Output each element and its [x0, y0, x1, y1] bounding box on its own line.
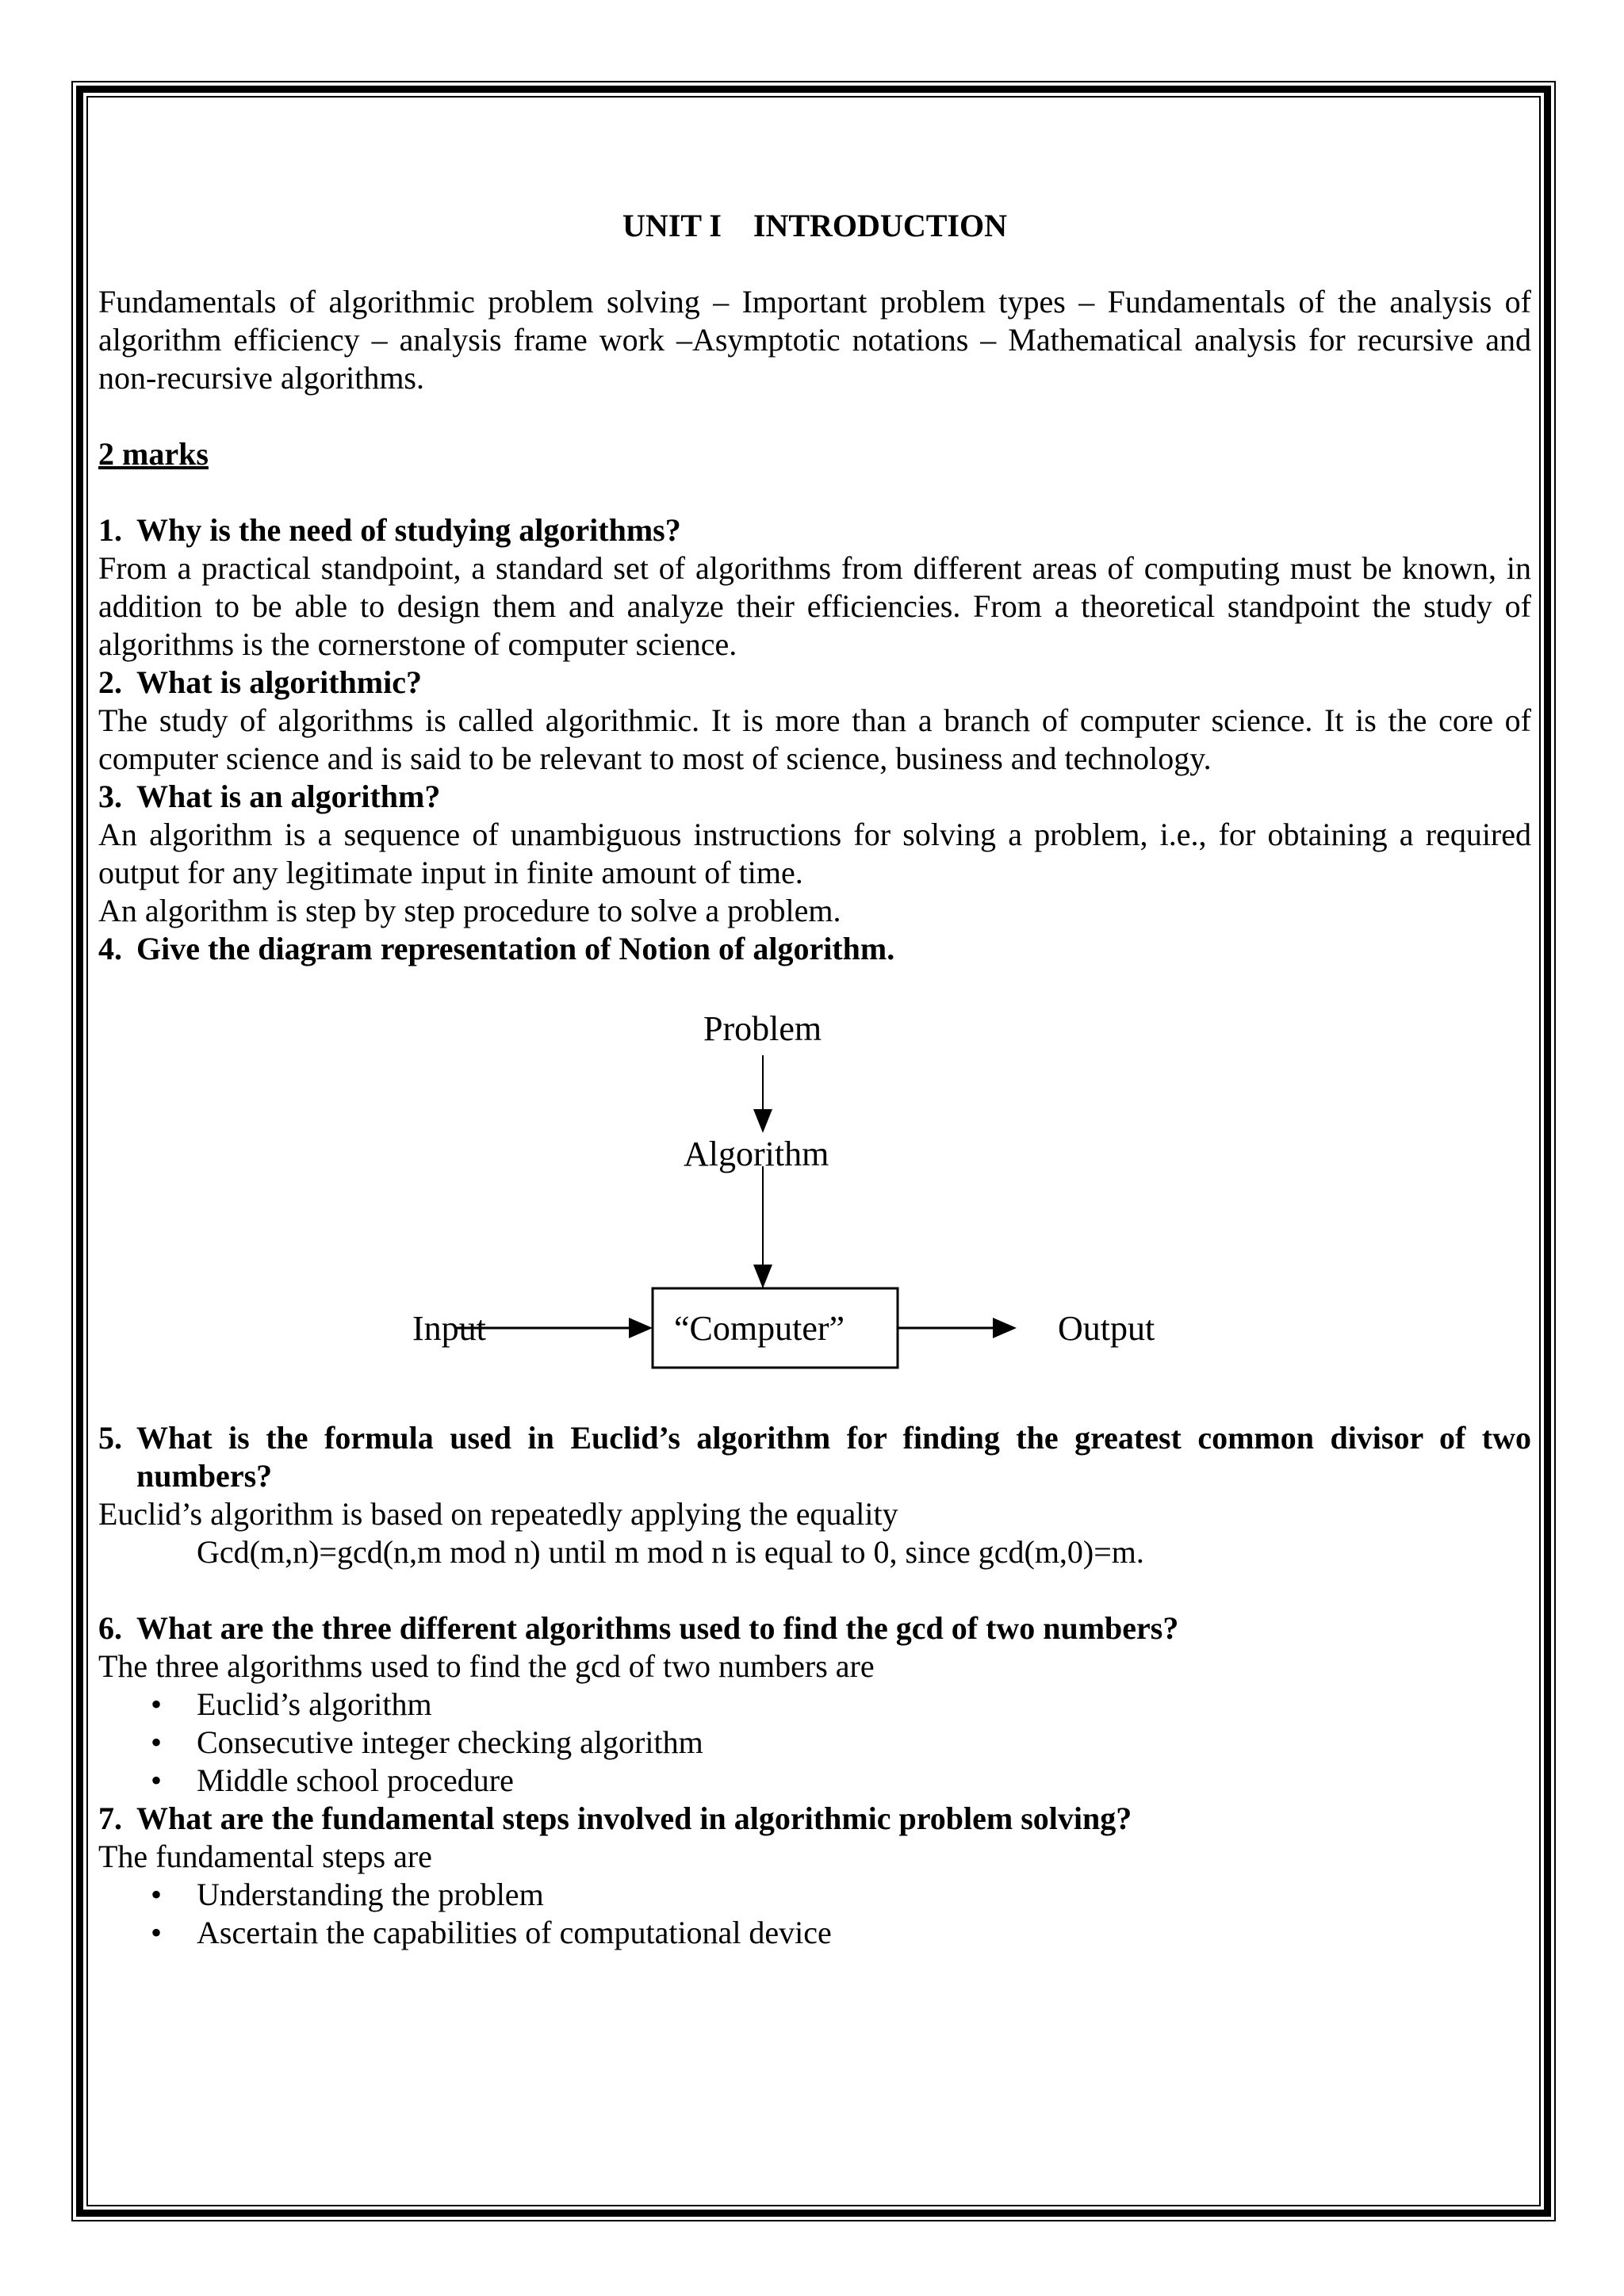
section-label: 2 marks: [98, 436, 209, 472]
arrowhead: [753, 1265, 772, 1288]
question-text: What is an algorithm?: [136, 779, 441, 814]
gcd-algorithms-list: [98, 1686, 1531, 1800]
answer-3a: An algorithm is a sequence of unambiguous instructions for solving a problem, i.e., for obtaining a required output for any legitimate input in finite amount of time.: [98, 817, 1531, 890]
diagram-label-problem: Problem: [703, 1009, 822, 1048]
document-body: [98, 207, 1531, 1952]
question-number: 1.: [98, 512, 122, 548]
question-text: What is algorithmic?: [136, 664, 422, 700]
answer-1: From a practical standpoint, a standard set of algorithms from different areas of computing must be known, in addition to be able to design them and analyze their efficiencies. From a theoretical standpoint the study of algorithms is the cornerstone of computer science.: [98, 550, 1531, 662]
list-item: [98, 1876, 1531, 1914]
bullet-icon: •: [151, 1686, 163, 1722]
bullet-icon: •: [151, 1915, 163, 1950]
arrowhead: [753, 1109, 772, 1133]
notion-of-algorithm-diagram: [98, 968, 1531, 1419]
question-7: [98, 1800, 1531, 1838]
question-number: 6.: [98, 1610, 122, 1646]
question-text: Why is the need of studying algorithms?: [136, 512, 681, 548]
arrowhead: [629, 1318, 653, 1338]
question-text: Give the diagram representation of Notion of algorithm.: [136, 931, 895, 966]
question-5: [98, 1419, 1531, 1495]
question-6: [98, 1609, 1531, 1647]
bullet-icon: •: [151, 1762, 163, 1798]
diagram-label-computer: “Computer”: [674, 1309, 845, 1348]
diagram-label-algorithm: Algorithm: [684, 1135, 829, 1173]
answer-2: The study of algorithms is called algorithmic. It is more than a branch of computer science. It is the core of computer science and is said to be relevant to most of science, business and technology.: [98, 702, 1531, 776]
question-text: What are the fundamental steps involved in algorithmic problem solving?: [136, 1800, 1132, 1836]
question-4: [98, 930, 1531, 968]
diagram-label-output: Output: [1058, 1309, 1155, 1348]
fundamental-steps-list: [98, 1876, 1531, 1952]
syllabus-text: Fundamentals of algorithmic problem solving – Important problem types – Fundamentals of the analysis of algorithm efficiency – analysis frame work –Asymptotic notations – Mathematical analysis for recursive and non-recursive algorithms.: [98, 284, 1531, 396]
question-number: 4.: [98, 931, 122, 966]
question-number: 5.: [98, 1420, 122, 1456]
answer-6: The three algorithms used to find the gcd of two numbers are: [98, 1648, 875, 1684]
list-item-text: Consecutive integer checking algorithm: [197, 1724, 703, 1760]
gcd-formula: Gcd(m,n)=gcd(n,m mod n) until m mod n is equal to 0, since gcd(m,0)=m.: [197, 1534, 1144, 1570]
question-number: 2.: [98, 664, 122, 700]
question-text: What is the formula used in Euclid’s algorithm for finding the greatest common divisor of two numbers?: [136, 1420, 1531, 1494]
question-number: 7.: [98, 1800, 122, 1836]
question-1: [98, 511, 1531, 549]
question-2: [98, 664, 1531, 702]
question-number: 3.: [98, 779, 122, 814]
list-item: [98, 1686, 1531, 1724]
question-text: What are the three different algorithms used to find the gcd of two numbers?: [136, 1610, 1179, 1646]
bullet-icon: •: [151, 1724, 163, 1760]
list-item: [98, 1724, 1531, 1762]
list-item: [98, 1914, 1531, 1952]
list-item-text: Middle school procedure: [197, 1762, 514, 1798]
diagram-label-input: Input: [412, 1309, 486, 1348]
arrowhead: [993, 1318, 1017, 1338]
answer-5: Euclid’s algorithm is based on repeatedly applying the equality: [98, 1496, 898, 1532]
unit-title: UNIT I INTRODUCTION: [622, 208, 1007, 243]
question-3: [98, 778, 1531, 816]
list-item-text: Euclid’s algorithm: [197, 1686, 432, 1722]
answer-7: The fundamental steps are: [98, 1839, 432, 1874]
list-item-text: Understanding the problem: [197, 1877, 544, 1912]
list-item: [98, 1762, 1531, 1800]
answer-3b: An algorithm is step by step procedure to solve a problem.: [98, 893, 841, 928]
bullet-icon: •: [151, 1877, 163, 1912]
list-item-text: Ascertain the capabilities of computational device: [197, 1915, 832, 1950]
